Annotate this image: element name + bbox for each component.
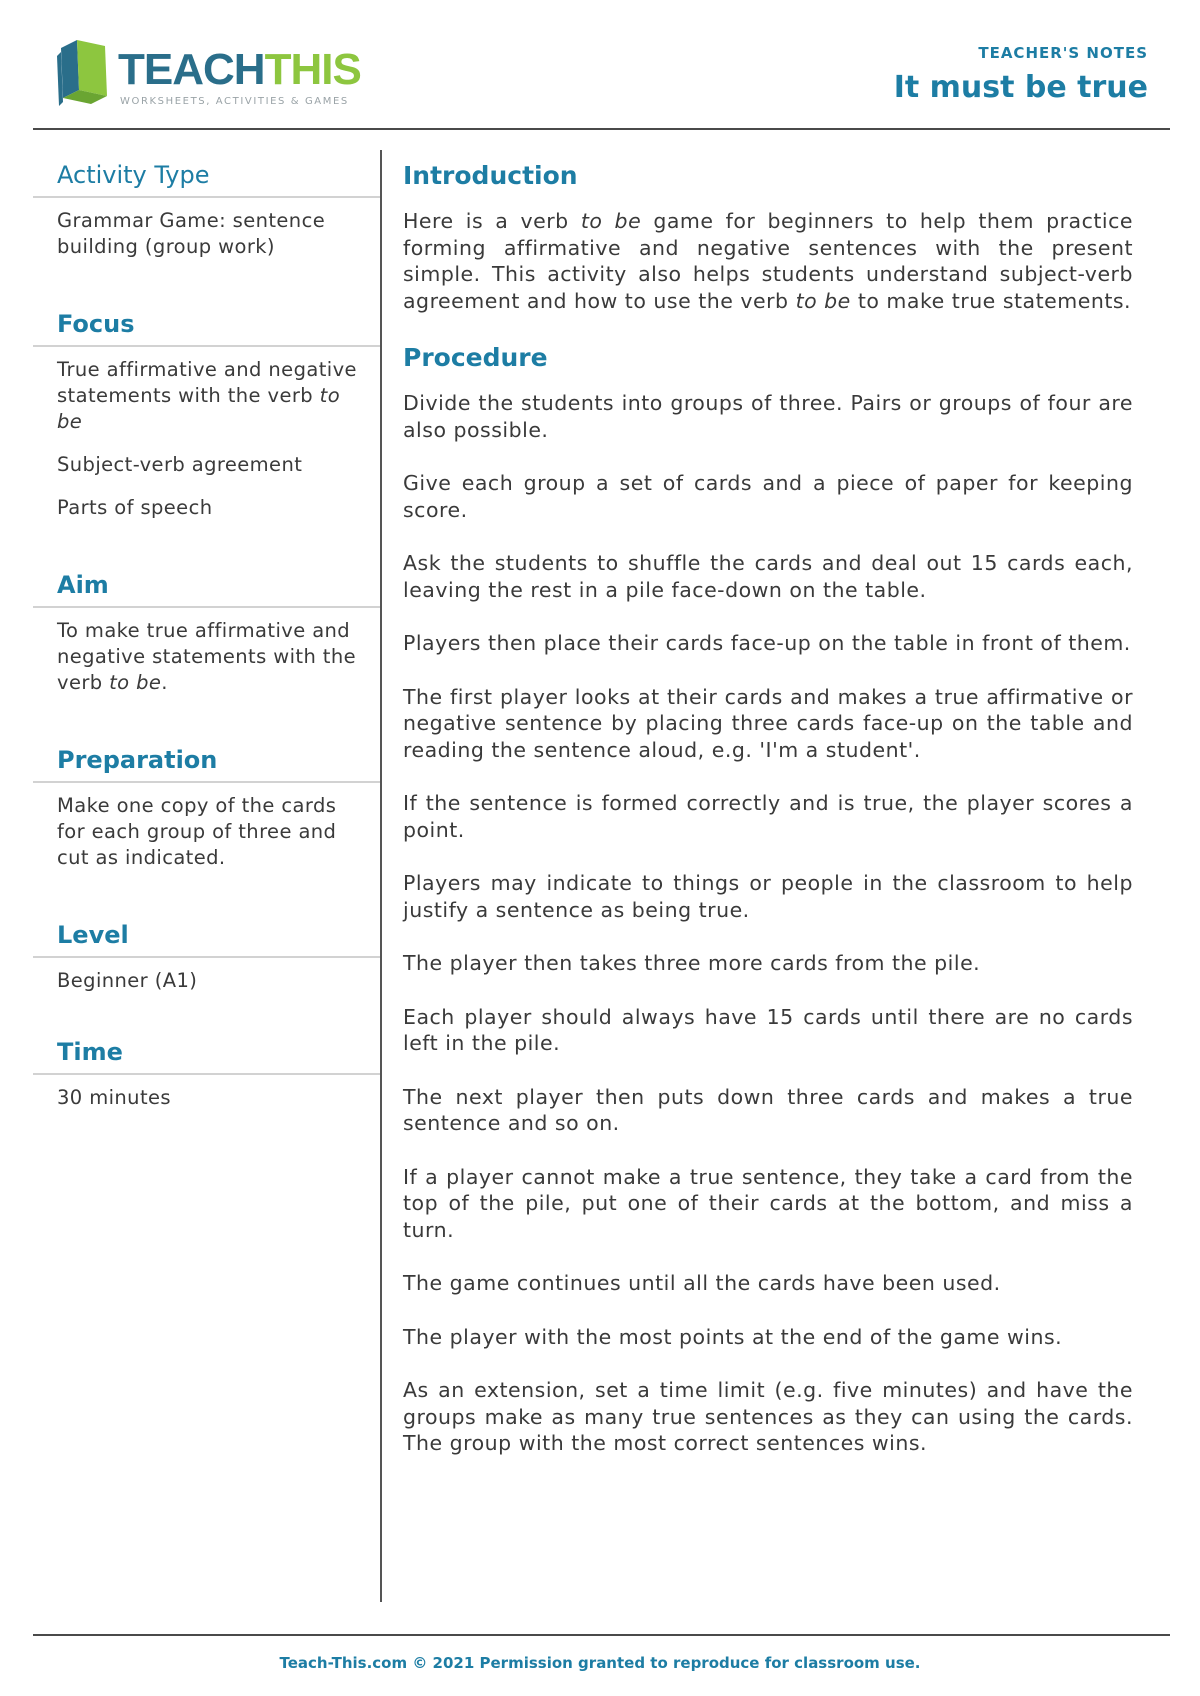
level-text: Beginner (A1) xyxy=(57,969,198,992)
preparation-body xyxy=(33,783,380,871)
introduction-text: Here is a verb to be game for beginners to help them practice forming affirmative and negative sentences with the present simple. This activity also helps students understand subject-verb agreement and how to use the verb to be to make true statements. xyxy=(403,209,1133,313)
procedure-step: Each player should always have 15 cards until there are no cards left in the pile. xyxy=(403,1004,1133,1055)
procedure-step: If the sentence is formed correctly and is true, the player scores a point. xyxy=(403,791,1133,842)
procedure-step: The first player looks at their cards and makes a true affirmative or negative sentence by placing three cards face-up on the table and reading the sentence aloud, e.g. 'I'm a student'. xyxy=(403,684,1133,762)
procedure-step: Give each group a set of cards and a piece of paper for keeping score. xyxy=(403,471,1133,522)
copyright-footer: Teach-This.com © 2021 Permission granted to reproduce for classroom use. xyxy=(279,1654,921,1672)
focus-item: Subject-verb agreement xyxy=(57,453,303,476)
procedure-step: Players may indicate to things or people in the classroom to help justify a sentence as being true. xyxy=(403,871,1133,922)
header-divider xyxy=(33,128,1170,130)
logo-word-this: THIS xyxy=(264,45,361,94)
logo-tagline: WORKSHEETS, ACTIVITIES & GAMES xyxy=(120,96,349,107)
focus-body xyxy=(33,347,380,521)
introduction-heading: Introduction xyxy=(403,161,578,190)
time-body xyxy=(33,1075,380,1111)
focus-item: True affirmative and negative statements with the verb to be xyxy=(57,358,357,433)
procedure-list xyxy=(403,390,1133,1457)
focus-heading: Focus xyxy=(33,309,380,347)
teachers-notes-label: TEACHER'S NOTES xyxy=(978,44,1148,62)
aim-text: To make true affirmative and negative statements with the verb to be. xyxy=(57,619,357,694)
level-heading: Level xyxy=(33,920,380,958)
aim-body xyxy=(33,608,380,696)
procedure-step: The player with the most points at the end of the game wins. xyxy=(403,1324,1063,1349)
preparation-heading: Preparation xyxy=(33,745,380,783)
procedure-step: The player then takes three more cards from the pile. xyxy=(403,951,981,975)
procedure-step: As an extension, set a time limit (e.g. five minutes) and have the groups make as many true sentences as they can using the cards. The group with the most correct sentences wins. xyxy=(403,1378,1133,1455)
level-body xyxy=(33,958,380,994)
preparation-text: Make one copy of the cards for each group of three and cut as indicated. xyxy=(57,794,337,869)
main-content xyxy=(403,160,1133,1484)
time-text: 30 minutes xyxy=(57,1086,171,1109)
procedure-step: Ask the students to shuffle the cards and deal out 15 cards each, leaving the rest in a pile face-down on the table. xyxy=(403,551,1133,602)
procedure-step: The next player then puts down three cards and makes a true sentence and so on. xyxy=(403,1084,1133,1135)
activity-type-body xyxy=(33,198,380,260)
footer-divider xyxy=(33,1634,1170,1636)
procedure-step: Players then place their cards face-up on the table in front of them. xyxy=(403,631,1131,655)
column-divider xyxy=(380,150,382,1602)
brand-logo xyxy=(55,38,361,113)
focus-item: Parts of speech xyxy=(57,496,213,519)
aim-heading: Aim xyxy=(33,570,380,608)
activity-type-text: Grammar Game: sentence building (group work) xyxy=(57,209,326,258)
page-title: It must be true xyxy=(893,70,1148,105)
book-icon xyxy=(55,38,115,108)
sidebar xyxy=(33,160,380,1128)
logo-word-teach: TEACH xyxy=(118,45,265,94)
procedure-step: The game continues until all the cards have been used. xyxy=(403,1271,1001,1295)
procedure-step: If a player cannot make a true sentence, they take a card from the top of the pile, put one of their cards at the bottom, and miss a turn. xyxy=(403,1164,1133,1242)
logo-wordmark xyxy=(118,44,361,96)
activity-type-heading: Activity Type xyxy=(33,160,380,198)
time-heading: Time xyxy=(33,1037,380,1075)
procedure-heading: Procedure xyxy=(403,343,548,372)
procedure-step: Divide the students into groups of three. Pairs or groups of four are also possible. xyxy=(403,391,1133,442)
